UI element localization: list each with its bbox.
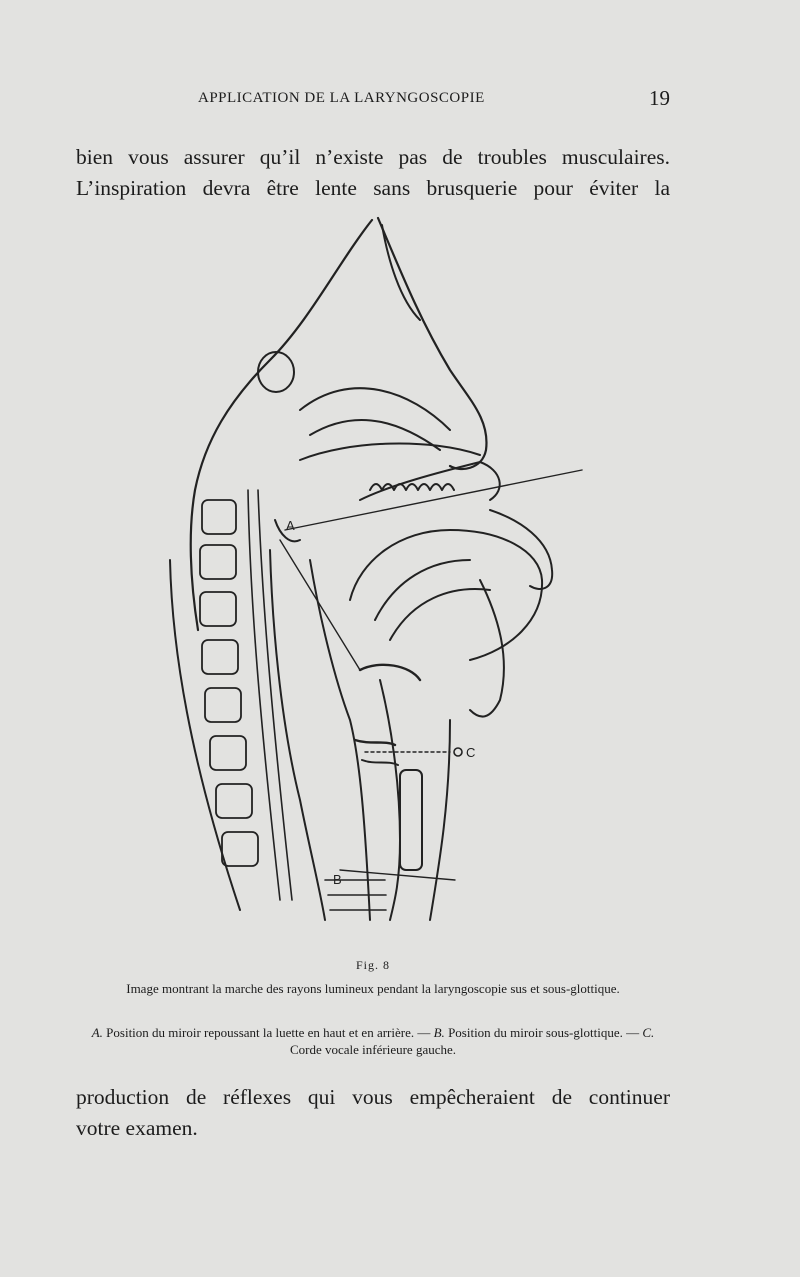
figure-legend — [76, 1024, 670, 1058]
anatomical-figure — [150, 200, 590, 940]
legend-c-text: Corde vocale inférieure gauche. — [289, 1042, 457, 1057]
head-neck-section-illustration — [150, 200, 590, 940]
label-c: C — [466, 745, 476, 760]
page-number: 19 — [649, 86, 670, 110]
figure-title: Fig. 8 — [355, 958, 390, 972]
text-line: production de réflexes qui vous empêcheraient de continuer — [76, 1085, 670, 1109]
text-line: votre examen. — [76, 1116, 198, 1140]
legend-a-text: Position du miroir repoussant la luette en haut et en arrière. — — [106, 1025, 431, 1040]
figure-caption: Image montrant la marche des rayons lumineux pendant la laryngoscopie sus et sous-glottique. — [126, 981, 620, 996]
legend-a-key: A. — [91, 1025, 103, 1040]
legend-b-key: B. — [433, 1025, 445, 1040]
label-b: B — [333, 872, 342, 887]
legend-c-key: C. — [642, 1025, 655, 1040]
label-a: A — [286, 518, 295, 533]
text-line: L’inspiration devra être lente sans brusquerie pour éviter la — [76, 176, 670, 200]
running-title: APPLICATION DE LA LARYNGOSCOPIE — [198, 90, 485, 106]
paragraph-top — [76, 142, 670, 204]
text-line: bien vous assurer qu’il n’existe pas de troubles musculaires. — [76, 145, 670, 169]
page-header — [76, 88, 670, 114]
paragraph-bottom — [76, 1082, 670, 1144]
legend-b-text: Position du miroir sous-glottique. — — [448, 1025, 640, 1040]
